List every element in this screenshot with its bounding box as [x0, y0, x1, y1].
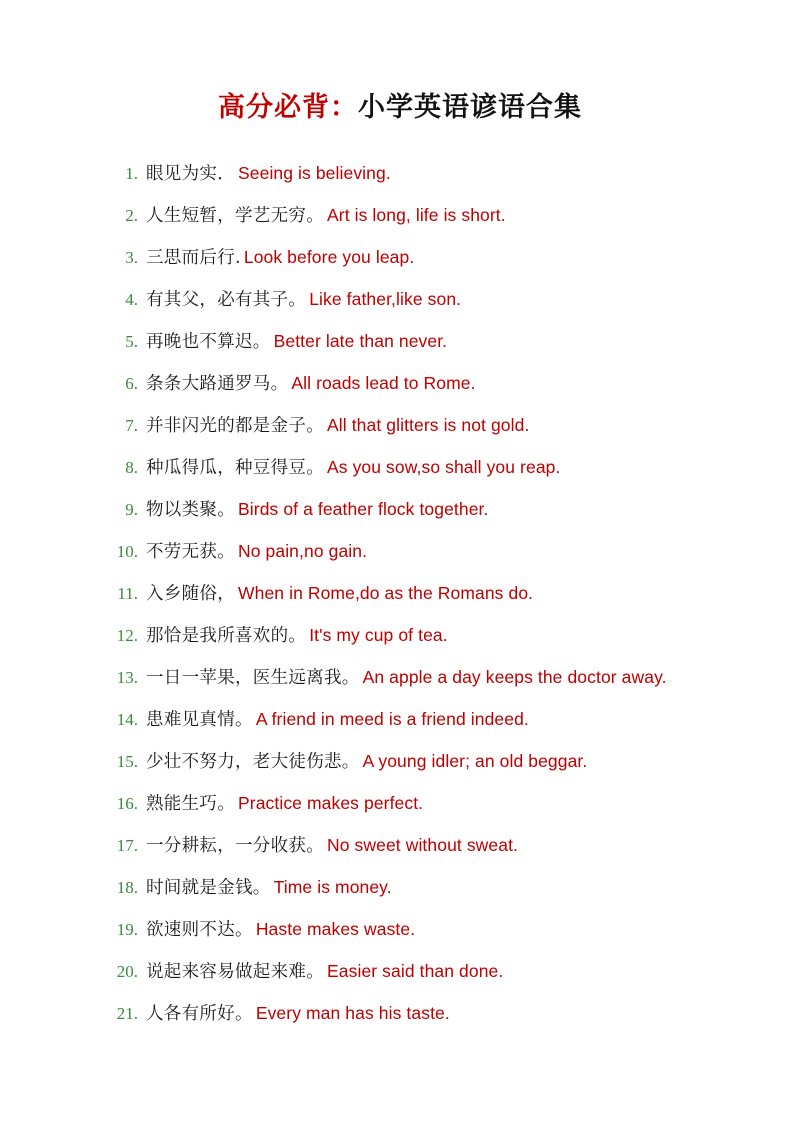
- item-english: Like father,like son.: [309, 289, 462, 310]
- item-chinese: 一日一苹果，医生远离我。: [146, 668, 360, 689]
- list-item: [0, 824, 800, 866]
- item-chinese: 那恰是我所喜欢的。: [146, 626, 307, 647]
- item-number: 2.: [125, 206, 138, 226]
- item-number: 19.: [116, 920, 138, 940]
- item-english: All roads lead to Rome.: [291, 373, 476, 394]
- list-item: [0, 488, 800, 530]
- page-title-prefix: 高分必背：: [218, 92, 358, 123]
- item-number: 12.: [116, 626, 138, 646]
- list-item: [0, 656, 800, 698]
- item-english: Haste makes waste.: [255, 919, 416, 940]
- list-item: [0, 362, 800, 404]
- item-number: 6.: [125, 374, 138, 394]
- list-item: [0, 908, 800, 950]
- item-english: Look before you leap.: [243, 247, 415, 268]
- item-english: Seeing is believing.: [238, 163, 391, 184]
- item-english: Better late than never.: [273, 331, 448, 352]
- item-chinese: 人各有所好。: [146, 1004, 253, 1025]
- item-chinese: 不劳无获。: [146, 542, 235, 563]
- item-chinese: 三思而后行.: [146, 248, 241, 269]
- item-english: No sweet without sweat.: [327, 835, 518, 856]
- item-number: 16.: [116, 794, 138, 814]
- list-item: [0, 404, 800, 446]
- item-number: 13.: [116, 668, 138, 688]
- item-english: Art is long, life is short.: [327, 205, 506, 226]
- page-title-main: 小学英语谚语合集: [358, 92, 582, 123]
- item-english: A friend in meed is a friend indeed.: [255, 709, 529, 730]
- proverb-list: [0, 152, 800, 1034]
- item-english: Easier said than done.: [327, 961, 504, 982]
- item-number: 18.: [116, 878, 138, 898]
- item-number: 9.: [125, 500, 138, 520]
- item-english: It's my cup of tea.: [309, 625, 448, 646]
- list-item: [0, 278, 800, 320]
- item-chinese: 少壮不努力，老大徒伤悲。: [146, 752, 360, 773]
- item-chinese: 入乡随俗，: [146, 584, 235, 605]
- list-item: [0, 572, 800, 614]
- item-chinese: 条条大路通罗马。: [146, 374, 289, 395]
- page-title: [0, 0, 800, 124]
- list-item: [0, 194, 800, 236]
- item-english: Every man has his taste.: [255, 1003, 450, 1024]
- item-english: When in Rome,do as the Romans do.: [238, 583, 534, 604]
- item-english: Birds of a feather flock together.: [238, 499, 489, 520]
- item-chinese: 并非闪光的都是金子。: [146, 416, 324, 437]
- item-english: Practice makes perfect.: [238, 793, 424, 814]
- item-chinese: 再晚也不算迟。: [146, 332, 271, 353]
- item-english: All that glitters is not gold.: [327, 415, 530, 436]
- list-item: [0, 782, 800, 824]
- item-chinese: 说起来容易做起来难。: [146, 962, 324, 983]
- list-item: [0, 698, 800, 740]
- item-chinese: 种瓜得瓜，种豆得豆。: [146, 458, 324, 479]
- list-item: [0, 950, 800, 992]
- item-number: 4.: [125, 290, 138, 310]
- item-number: 17.: [116, 836, 138, 856]
- item-number: 7.: [125, 416, 138, 436]
- item-english: No pain,no gain.: [238, 541, 368, 562]
- item-english: An apple a day keeps the doctor away.: [362, 667, 667, 688]
- item-english: Time is money.: [273, 877, 392, 898]
- item-number: 20.: [116, 962, 138, 982]
- list-item: [0, 320, 800, 362]
- item-chinese: 一分耕耘，一分收获。: [146, 836, 324, 857]
- item-number: 15.: [116, 752, 138, 772]
- list-item: [0, 614, 800, 656]
- item-english: As you sow,so shall you reap.: [327, 457, 561, 478]
- item-number: 1.: [125, 164, 138, 184]
- item-chinese: 物以类聚。: [146, 500, 235, 521]
- list-item: [0, 446, 800, 488]
- item-number: 11.: [117, 584, 138, 604]
- list-item: [0, 740, 800, 782]
- item-number: 3.: [125, 248, 138, 268]
- item-number: 21.: [116, 1004, 138, 1024]
- list-item: [0, 236, 800, 278]
- item-number: 14.: [116, 710, 138, 730]
- item-chinese: 时间就是金钱。: [146, 878, 271, 899]
- item-chinese: 眼见为实．: [146, 164, 235, 185]
- item-chinese: 人生短暂，学艺无穷。: [146, 206, 324, 227]
- list-item: [0, 152, 800, 194]
- item-number: 5.: [125, 332, 138, 352]
- item-chinese: 欲速则不达。: [146, 920, 253, 941]
- item-chinese: 熟能生巧。: [146, 794, 235, 815]
- list-item: [0, 866, 800, 908]
- item-number: 10.: [116, 542, 138, 562]
- list-item: [0, 530, 800, 572]
- item-english: A young idler; an old beggar.: [362, 751, 588, 772]
- item-chinese: 患难见真情。: [146, 710, 253, 731]
- item-number: 8.: [125, 458, 138, 478]
- item-chinese: 有其父，必有其子。: [146, 290, 307, 311]
- list-item: [0, 992, 800, 1034]
